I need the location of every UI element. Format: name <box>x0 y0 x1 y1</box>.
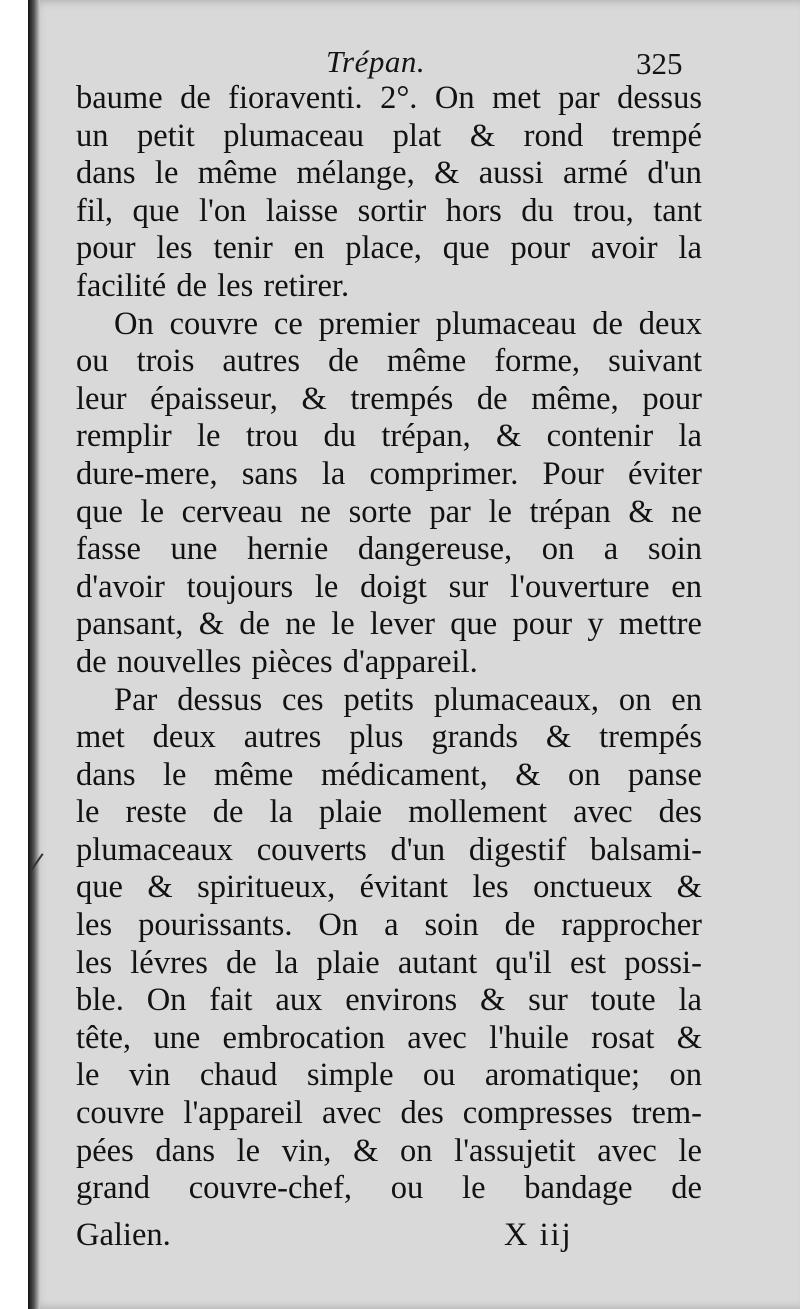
text-line: que le cerveau ne sorte par le trépan & ne <box>76 493 702 530</box>
body-text <box>76 80 702 1208</box>
text-line: dans le même mélange, & aussi armé d'un <box>76 155 702 192</box>
text-line: grand couvre-chef, ou le bandage de <box>76 1170 702 1207</box>
text-line: dure-mere, sans la comprimer. Pour éviter <box>76 455 702 492</box>
text-line: pansant, & de ne le lever que pour y mettre <box>76 606 702 643</box>
page-header <box>0 44 800 84</box>
text-line: d'avoir toujours le doigt sur l'ouverture en <box>76 568 702 605</box>
text-line: ou trois autres de même forme, suivant <box>76 343 702 380</box>
text-line: le vin chaud simple ou aromatique; on <box>76 1057 702 1094</box>
text-line: remplir le trou du trépan, & contenir la <box>76 418 702 455</box>
text-line: met deux autres plus grands & trempés <box>76 719 702 756</box>
text-line: pées dans le vin, & on l'assujetit avec le <box>76 1132 702 1169</box>
text-line: Par dessus ces petits plumaceaux, on en <box>114 681 702 718</box>
text-line: les lévres de la plaie autant qu'il est possi- <box>76 944 702 981</box>
catchword: Galien. <box>76 1217 171 1253</box>
text-line: fasse une hernie dangereuse, on a soin <box>76 531 702 568</box>
running-title: Trépan. <box>326 44 426 79</box>
text-line: facilité de les retirer. <box>76 267 350 304</box>
text-line: le reste de la plaie mollement avec des <box>76 794 702 831</box>
text-line: fil, que l'on laisse sortir hors du trou, tant <box>76 192 702 229</box>
signature-mark: X iij <box>504 1217 573 1253</box>
text-line: leur épaisseur, & trempés de même, pour <box>76 380 702 417</box>
text-line: plumaceaux couverts d'un digestif balsami- <box>76 831 702 868</box>
page-number: 325 <box>636 46 683 81</box>
text-line: de nouvelles pièces d'appareil. <box>76 643 478 680</box>
text-line: dans le même médicament, & on panse <box>76 756 702 793</box>
text-line: couvre l'appareil avec des compresses trem- <box>76 1095 702 1132</box>
page-gutter-shadow <box>28 0 40 1309</box>
text-line: pour les tenir en place, que pour avoir la <box>76 230 702 267</box>
text-line: les pourissants. On a soin de rapprocher <box>76 907 702 944</box>
text-line: tête, une embrocation avec l'huile rosat & <box>76 1019 702 1056</box>
text-line: que & spiritueux, évitant les onctueux & <box>76 869 702 906</box>
text-line: baume de fioraventi. 2°. On met par dessus <box>76 80 702 116</box>
text-line: un petit plumaceau plat & rond trempé <box>76 117 702 154</box>
text-line: ble. On fait aux environs & sur toute la <box>76 982 702 1019</box>
page-footer <box>0 1217 800 1257</box>
text-line: On couvre ce premier plumaceau de deux <box>114 305 702 342</box>
